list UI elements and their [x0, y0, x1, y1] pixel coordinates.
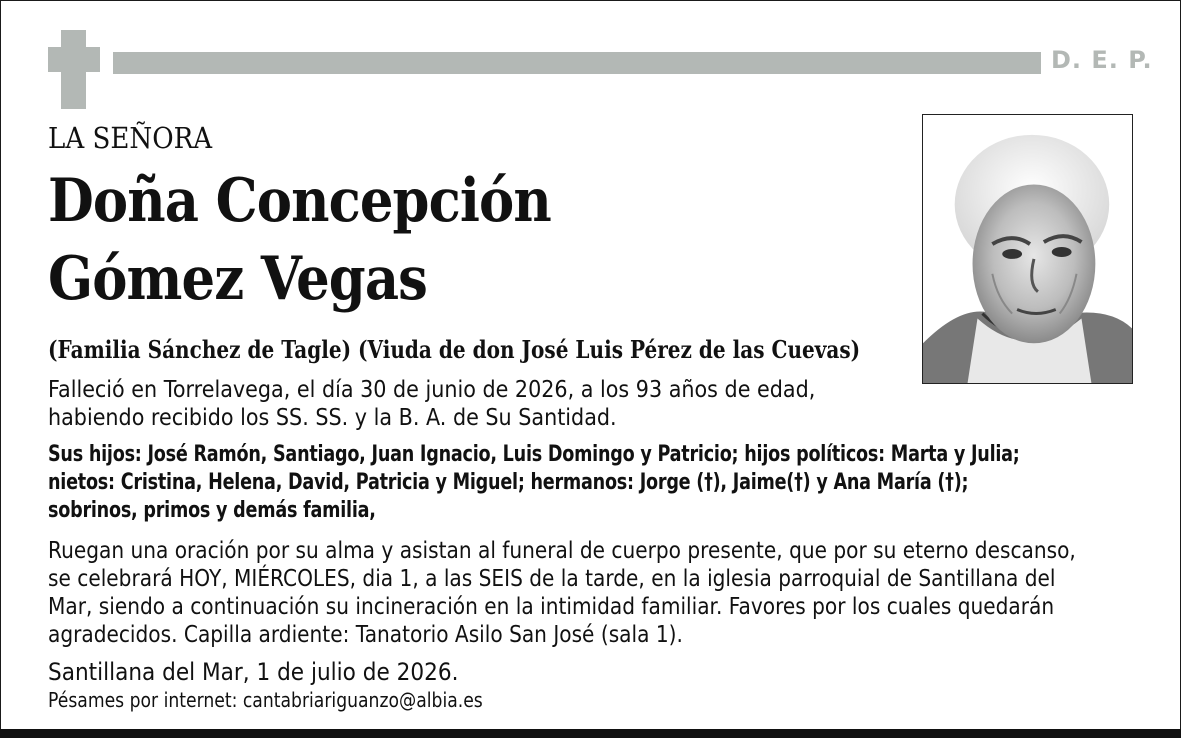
- honorific-title: LA SEÑORA: [48, 121, 213, 155]
- portrait-photo-icon: [923, 115, 1132, 383]
- relatives-line: sobrinos, primos y demás familia,: [48, 498, 376, 523]
- header-rule: [113, 52, 1041, 74]
- cross-icon-crossbar: [48, 47, 100, 72]
- funeral-details: [48, 537, 1076, 649]
- funeral-line: Ruegan una oración por su alma y asistan al funeral de cuerpo presente, que por su eterno descanso,: [48, 538, 1076, 564]
- bottom-rule: [0, 729, 1181, 738]
- death-notice: [48, 376, 815, 432]
- relatives-line: nietos: Cristina, Helena, David, Patricia y Miguel; hermanos: Jorge (†), Jaime(†) y Ana María (†);: [48, 470, 969, 495]
- condolences-email: Pésames por internet: cantabriariguanzo@albia.es: [48, 688, 483, 712]
- death-notice-line: Falleció en Torrelavega, el día 30 de junio de 2026, a los 93 años de edad,: [48, 377, 816, 403]
- funeral-line: se celebrará HOY, MIÉRCOLES, dia 1, a las SEIS de la tarde, en la iglesia parroquial de Santillana del: [48, 566, 1056, 592]
- relatives-list: [48, 441, 1020, 525]
- portrait-photo: [922, 114, 1133, 384]
- relatives-line: Sus hijos: José Ramón, Santiago, Juan Ignacio, Luis Domingo y Patricio; hijos políticos: Marta y Julia;: [48, 442, 1020, 467]
- family-note: (Familia Sánchez de Tagle) (Viuda de don José Luis Pérez de las Cuevas): [48, 335, 861, 364]
- funeral-line: agradecidos. Capilla ardiente: Tanatorio Asilo San José (sala 1).: [48, 622, 683, 648]
- deceased-name-line2: Gómez Vegas: [48, 244, 428, 314]
- deceased-name-line1: Doña Concepción: [48, 166, 551, 236]
- funeral-line: Mar, siendo a continuación su incineración en la intimidad familiar. Favores por los cuales quedarán: [48, 594, 1055, 620]
- dep-label: D. E. P.: [1051, 46, 1153, 74]
- death-notice-line: habiendo recibido los SS. SS. y la B. A. de Su Santidad.: [48, 405, 617, 431]
- place-date: Santillana del Mar, 1 de julio de 2026.: [48, 658, 459, 686]
